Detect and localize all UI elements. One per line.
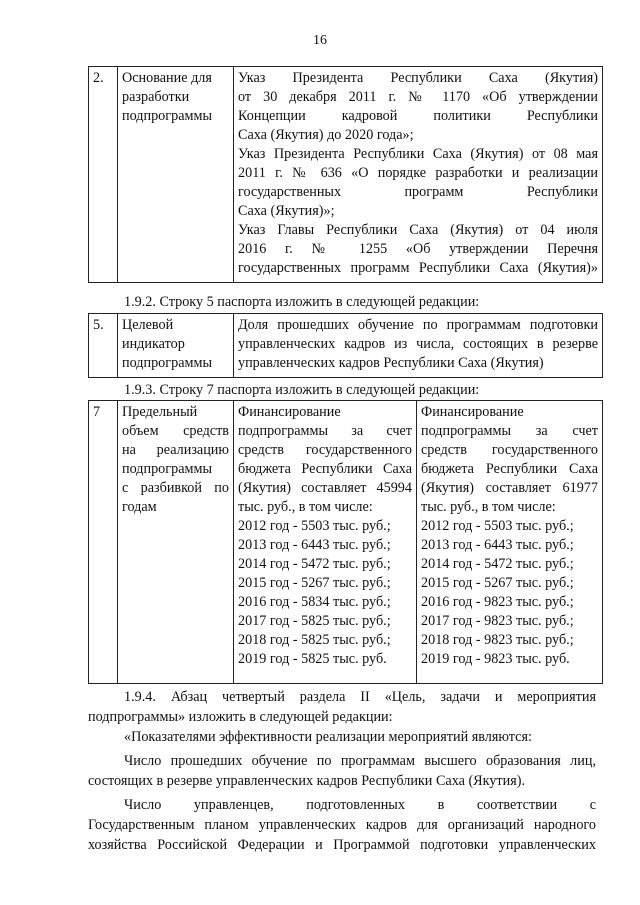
heading-1-9-2: 1.9.2. Строку 5 паспорта изложить в следующей редакции: [124, 294, 480, 310]
row-label: Основание для разработки подпрограммы [118, 67, 234, 283]
table-row-7 [88, 400, 603, 684]
row-number: 2. [89, 67, 118, 283]
para-count2-line1: Число управленцев, подготовленных в соответствии с [124, 797, 596, 813]
row-number: 5. [89, 314, 118, 378]
financing-new: Финансирование подпрограммы за счет средств государственного бюджета Республики Саха (Якутия) составляет 61977 тыс. руб., в том числе: 2012 год - 5503 тыс. руб.; 2013 год - 6443 тыс. руб.; 2014 год - 5472 тыс. руб.; 2015 год - 5267 тыс. руб.; 2016 год - 9823 тыс. руб.; 2017 год - 9823 тыс. руб.; 2018 год - 9823 тыс. руб.; 2019 год - 9823 тыс. руб. [417, 401, 603, 684]
row-label: Предельный объем средств на реализацию подпрограммы с разбивкой по годам [118, 401, 234, 684]
table-row-5 [88, 313, 603, 378]
table-row-2 [88, 66, 603, 283]
row-label: Целевой индикатор подпрограммы [118, 314, 234, 378]
para-count2-line2: Государственным планом управленческих кадров для организаций народного [88, 817, 596, 833]
row-value: Доля прошедших обучение по программам подготовки управленческих кадров из числа, состоящих в резерве управленческих кадров Республики Саха (Якутия) [234, 314, 603, 378]
para-1-9-4-line2: подпрограммы» изложить в следующей редакции: [88, 709, 393, 725]
row-number: 7 [89, 401, 118, 684]
page-number: 16 [313, 33, 327, 48]
para-count2-line3: хозяйства Российской Федерации и Программой подготовки управленческих [88, 837, 596, 853]
para-count1-line1: Число прошедших обучение по программам высшего образования лиц, [124, 753, 596, 769]
row-value: Указ Президента Республики Саха (Якутия) от 30 декабря 2011 г. № 1170 «Об утверждении Концепции кадровой политики Республики Саха (Якутия) до 2020 года»; Указ Президента Республики Саха (Якутия) от 08 мая 2011 г. № 636 «О порядке разработки и реализации государственных программ Республики Саха (Якутия)»; Указ Главы Республики Саха (Якутия) от 04 июля 2016 г. № 1255 «Об утверждении Перечня государственных программ Республики Саха (Якутия)» [234, 67, 603, 283]
para-count1-line2: состоящих в резерве управленческих кадров Республики Саха (Якутия). [88, 773, 526, 789]
para-1-9-4-line1: 1.9.4. Абзац четвертый раздела II «Цель, задачи и мероприятия [124, 689, 596, 705]
para-indicators: «Показателями эффективности реализации мероприятий являются: [124, 729, 532, 745]
heading-1-9-3: 1.9.3. Строку 7 паспорта изложить в следующей редакции: [124, 382, 480, 398]
financing-old: Финансирование подпрограммы за счет средств государственного бюджета Республики Саха (Якутия) составляет 45994 тыс. руб., в том числе: 2012 год - 5503 тыс. руб.; 2013 год - 6443 тыс. руб.; 2014 год - 5472 тыс. руб.; 2015 год - 5267 тыс. руб.; 2016 год - 5834 тыс. руб.; 2017 год - 5825 тыс. руб.; 2018 год - 5825 тыс. руб.; 2019 год - 5825 тыс. руб. [234, 401, 417, 684]
